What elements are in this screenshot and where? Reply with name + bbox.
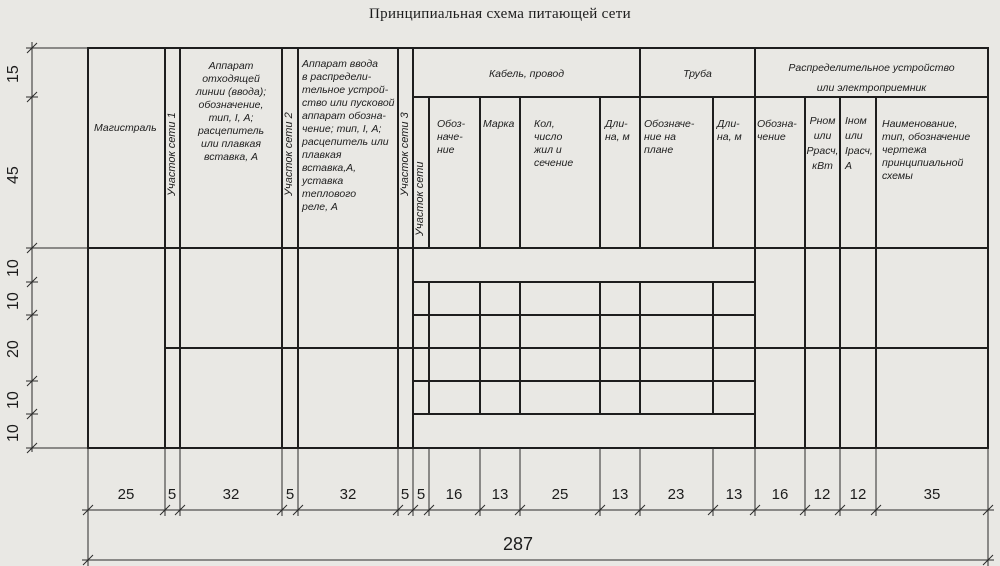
row-dim-1: 15 [5,65,22,83]
col-dim-10: 25 [551,486,569,503]
header-uchastok-1: Участок сети 1 [166,112,178,196]
col-dim-8: 16 [445,486,463,503]
col-dim-3: 32 [222,486,240,503]
header-truba-group: Труба [683,68,712,80]
row-dim-6: 10 [5,391,22,409]
col-dim-2: 5 [167,486,177,503]
col-dim-1: 25 [117,486,135,503]
col-dim-5: 32 [339,486,357,503]
col-dim-7: 5 [416,486,426,503]
row-dim-2: 45 [5,166,22,184]
col-dim-9: 13 [491,486,509,503]
header-apparat-otkhodyashchei: Аппарат отходящей линии (ввода); обозначение, тип, I, А; расцепитель или плавкая вставка, А [195,60,267,163]
header-uchastok-2: Участок сети 2 [283,112,295,196]
row-dim-4: 10 [5,292,22,310]
total-width-dim: 287 [502,534,534,554]
row-dim-7: 10 [5,424,22,442]
header-kabel-group: Кабель, провод [488,68,565,80]
col-dim-6: 5 [400,486,410,503]
col-dim-12: 23 [667,486,685,503]
header-uchastok-3: Участок сети 3 [399,112,411,196]
row-dim-3: 10 [5,259,22,277]
row-dim-5: 20 [5,340,22,358]
header-kabel-oboznachenie: Обоз- наче- ние [437,118,466,156]
col-dim-14: 16 [771,486,789,503]
header-ru-current: Iном или Iрасч, А [845,115,873,172]
header-kabel-marka: Марка [483,118,515,130]
header-ru-naimenovanie: Наименование, тип, обозначение чертежа принципиальной схемы [882,118,971,182]
header-apparat-vvoda: Аппарат ввода в распредели- тельное устрой- ство или пусковой аппарат обозна- чение; тип, I, А; расцепитель или плавкая вставка,А, уставка теплового реле, А [302,58,395,213]
col-dim-11: 13 [611,486,629,503]
col-dim-16: 12 [849,486,867,503]
header-ru-group: Распределительное устройство или электроприемник [788,62,955,94]
col-dim-17: 35 [923,486,941,503]
col-dim-15: 12 [813,486,831,503]
header-uchastok-seti: Участок сети [414,161,426,236]
header-kabel-kolichestvo: Кол, число жил и сечение [534,118,574,169]
header-truba-oboznachenie: Обозначе- ние на плане [644,118,695,156]
header-ru-power: Pном или Pрасч, кВт [806,115,839,172]
page-title: Принципиальная схема питающей сети [369,6,631,22]
col-dim-4: 5 [285,486,295,503]
header-ru-oboznachenie: Обозна- чение [757,118,797,143]
header-magistral: Магистраль [94,122,157,134]
header-kabel-dlina: Дли- на, м [605,118,630,143]
header-truba-dlina: Дли- на, м [717,118,742,143]
col-dim-13: 13 [725,486,743,503]
